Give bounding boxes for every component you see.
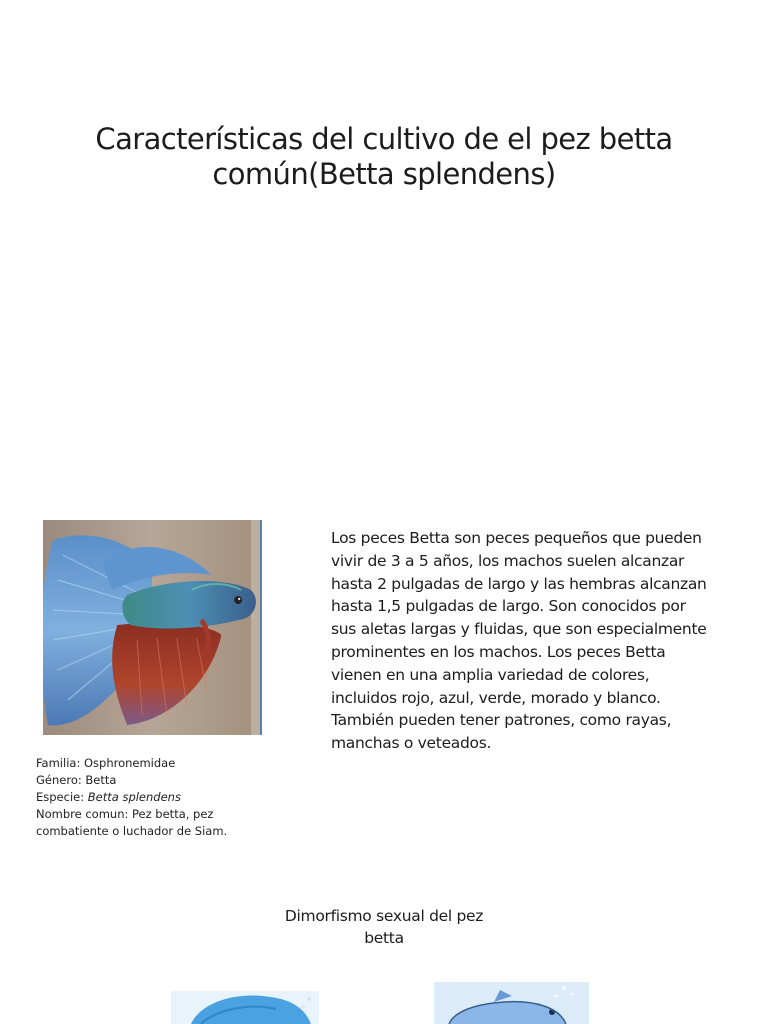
page-title: Características del cultivo de el pez betta común(Betta splendens) — [95, 122, 673, 191]
taxonomy-info — [36, 755, 276, 840]
taxonomy-species-label: Especie: — [36, 790, 88, 804]
taxonomy-species-value: Betta splendens — [87, 790, 181, 804]
taxonomy-species — [36, 789, 276, 806]
taxonomy-common-name: Nombre comun: Pez betta, pez combatiente o luchador de Siam. — [36, 807, 228, 838]
betta-fish-photo — [43, 520, 262, 735]
taxonomy-family: Familia: Osphronemidae — [36, 756, 176, 770]
description-paragraph: Los peces Betta son peces pequeños que pueden vivir de 3 a 5 años, los machos suelen alcanzar hasta 2 pulgadas de largo y las hembras alcanzan hasta 1,5 pulgadas de largo. Son conocidos por sus aletas largas y fluidas, que son especialmente prominentes en los machos. Los peces Betta vienen en una amplia variedad de colores, incluidos rojo, azul, verde, morado y blanco. También pueden tener patrones, como rayas, manchas o veteados. — [331, 529, 707, 753]
section-title: Dimorfismo sexual del pez betta — [284, 907, 484, 947]
betta-fish-image — [43, 520, 260, 735]
female-betta-illustration — [434, 982, 589, 1024]
male-betta-illustration — [171, 991, 319, 1024]
taxonomy-genus: Género: Betta — [36, 773, 117, 787]
